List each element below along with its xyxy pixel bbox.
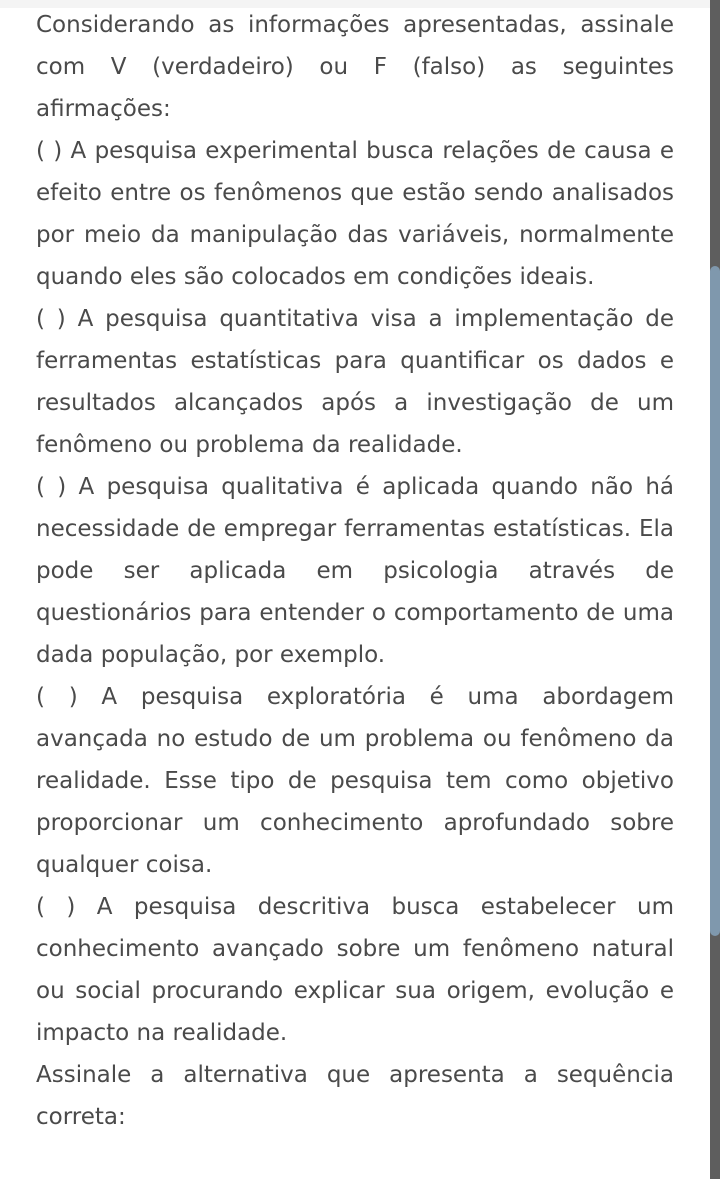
statement-exploratory: ( ) A pesquisa exploratória é uma abordagem avançada no estudo de um problema ou fenômeno da realidade. Esse tipo de pesquisa tem como objetivo proporcionar um conhecimento aprofundado sobre qualquer coisa. bbox=[36, 684, 674, 878]
statement-experimental: ( ) A pesquisa experimental busca relações de causa e efeito entre os fenômenos que estão sendo analisados por meio da manipulação das variáveis, normalmente quando eles são colocados em condições ideais. bbox=[36, 138, 674, 290]
scrollbar-thumb[interactable] bbox=[710, 266, 720, 936]
statement-qualitative: ( ) A pesquisa qualitativa é aplicada quando não há necessidade de empregar ferramentas estatísticas. Ela pode ser aplicada em psicologia através de questionários para entender o comportamento de uma dada população, por exemplo. bbox=[36, 474, 674, 668]
statement-quantitative: ( ) A pesquisa quantitativa visa a implementação de ferramentas estatísticas para quantificar os dados e resultados alcançados após a investigação de um fenômeno ou problema da realidade. bbox=[36, 306, 674, 458]
statement-descriptive: ( ) A pesquisa descritiva busca estabelecer um conhecimento avançado sobre um fenômeno natural ou social procurando explicar sua origem, evolução e impacto na realidade. bbox=[36, 894, 674, 1046]
question-intro: Considerando as informações apresentadas, assinale com V (verdadeiro) ou F (falso) as seguintes afirmações: bbox=[36, 12, 674, 122]
question-text bbox=[36, 4, 674, 1138]
question-closing: Assinale a alternativa que apresenta a sequência correta: bbox=[36, 1062, 674, 1130]
